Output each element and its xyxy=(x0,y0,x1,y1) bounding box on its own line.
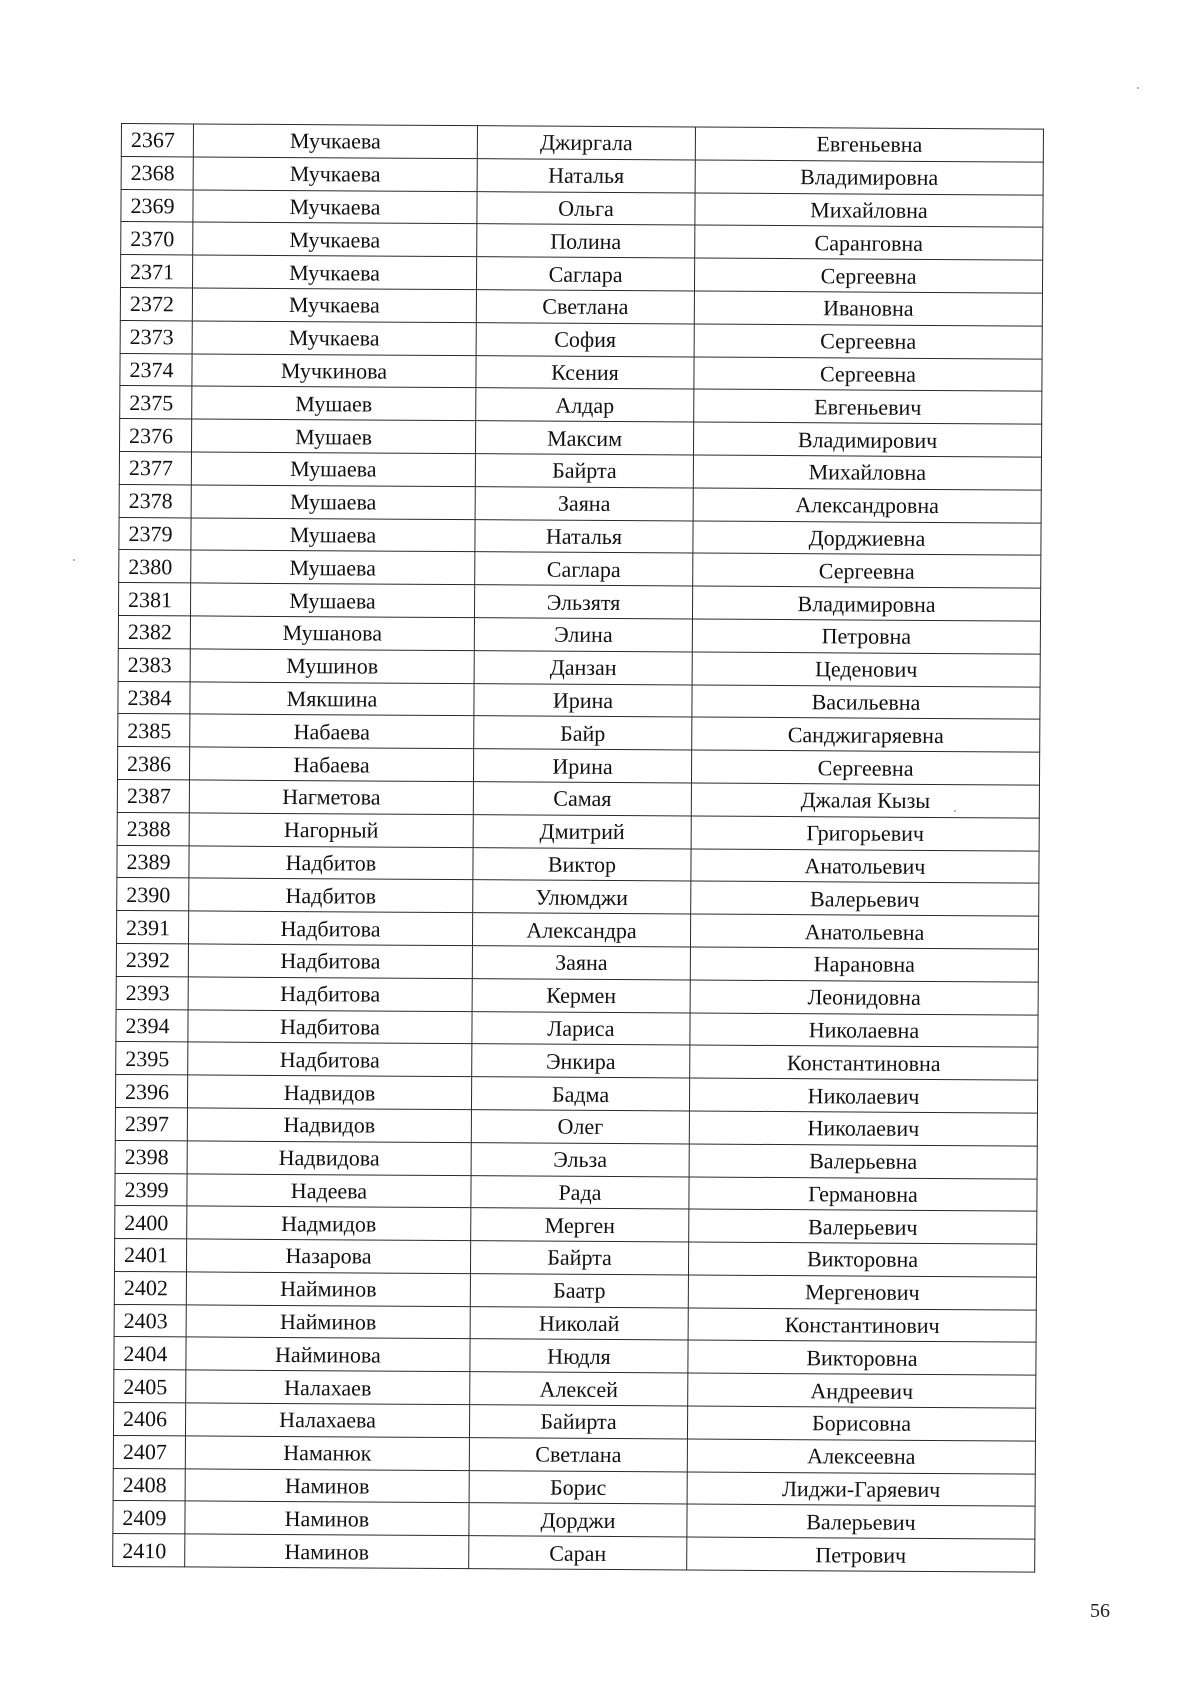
table-row xyxy=(113,1534,1035,1572)
surname-cell: Надбитова xyxy=(188,944,472,979)
patronymic-cell: Михайловна xyxy=(695,193,1043,228)
surname-cell: Надвидов xyxy=(187,1108,471,1143)
num-cell: 2377 xyxy=(119,451,191,484)
num-cell: 2380 xyxy=(119,550,191,583)
surname-cell: Мучкаева xyxy=(193,222,477,257)
name-cell: София xyxy=(476,322,694,356)
num-cell: 2399 xyxy=(115,1173,187,1206)
name-cell: Дорджи xyxy=(469,1503,687,1537)
surname-cell: Наминов xyxy=(185,1501,469,1536)
name-cell: Алексей xyxy=(470,1372,688,1406)
scan-speck xyxy=(954,810,956,812)
patronymic-cell: Владимировна xyxy=(695,160,1043,195)
num-cell: 2392 xyxy=(116,943,188,976)
surname-cell: Мушаева xyxy=(191,452,475,487)
patronymic-cell: Валерьевич xyxy=(691,881,1039,916)
num-cell: 2384 xyxy=(118,681,190,714)
name-cell: Данзан xyxy=(474,650,692,684)
num-cell: 2386 xyxy=(117,747,189,780)
surname-cell: Надбитова xyxy=(188,911,472,946)
surname-cell: Надеева xyxy=(187,1173,471,1208)
surname-cell: Налахаев xyxy=(186,1370,470,1405)
num-cell: 2401 xyxy=(114,1239,186,1272)
surname-cell: Назарова xyxy=(186,1239,470,1274)
page-number: 56 xyxy=(1090,1600,1110,1622)
name-cell: Олег xyxy=(471,1110,689,1144)
patronymic-cell: Петровна xyxy=(692,619,1040,654)
patronymic-cell: Григорьевич xyxy=(691,816,1039,851)
name-cell: Энкира xyxy=(472,1044,690,1078)
name-cell: Александра xyxy=(472,913,690,947)
patronymic-cell: Евгеньевна xyxy=(695,127,1043,162)
num-cell: 2396 xyxy=(115,1075,187,1108)
patronymic-cell: Константинович xyxy=(688,1308,1036,1343)
patronymic-cell: Сергеевна xyxy=(694,258,1042,293)
num-cell: 2388 xyxy=(117,812,189,845)
surname-cell: Набаева xyxy=(189,747,473,782)
name-cell: Ирина xyxy=(473,749,691,783)
num-cell: 2397 xyxy=(115,1107,187,1140)
name-cell: Наталья xyxy=(477,158,695,192)
patronymic-cell: Цеденович xyxy=(692,652,1040,687)
name-cell: Саран xyxy=(469,1536,687,1570)
surname-cell: Мушанова xyxy=(190,616,474,651)
num-cell: 2382 xyxy=(118,615,190,648)
patronymic-cell: Сергеевна xyxy=(693,553,1041,588)
surname-cell: Нагметова xyxy=(189,780,473,815)
patronymic-cell: Сергеевна xyxy=(694,324,1042,359)
name-cell: Рада xyxy=(471,1175,689,1209)
num-cell: 2385 xyxy=(118,714,190,747)
patronymic-cell: Нарановна xyxy=(690,947,1038,982)
patronymic-cell: Леонидовна xyxy=(690,980,1038,1015)
surname-cell: Набаева xyxy=(190,714,474,749)
num-cell: 2400 xyxy=(115,1206,187,1239)
surname-cell: Мякшина xyxy=(190,681,474,716)
name-cell: Ирина xyxy=(474,683,692,717)
surname-cell: Мучкаева xyxy=(192,321,476,356)
num-cell: 2409 xyxy=(113,1501,185,1534)
name-cell: Николай xyxy=(470,1306,688,1340)
surname-cell: Наманюк xyxy=(185,1436,469,1471)
patronymic-cell: Викторовна xyxy=(688,1340,1036,1375)
surname-cell: Надбитова xyxy=(188,1009,472,1044)
surname-cell: Нагорный xyxy=(189,813,473,848)
surname-cell: Мушинов xyxy=(190,649,474,684)
surname-cell: Мушаева xyxy=(191,550,475,585)
name-cell: Дмитрий xyxy=(473,814,691,848)
name-cell: Эльза xyxy=(471,1142,689,1176)
name-cell: Улюмджи xyxy=(473,880,691,914)
surname-cell: Мучкаева xyxy=(193,190,477,225)
patronymic-cell: Владимирович xyxy=(693,422,1041,457)
name-cell: Бадма xyxy=(471,1077,689,1111)
patronymic-cell: Алексеевна xyxy=(687,1439,1035,1474)
patronymic-cell: Валерьевич xyxy=(687,1504,1035,1539)
num-cell: 2383 xyxy=(118,648,190,681)
name-cell: Байр xyxy=(474,716,692,750)
surname-cell: Найминов xyxy=(186,1272,470,1307)
num-cell: 2373 xyxy=(120,320,192,353)
name-cell: Максим xyxy=(475,421,693,455)
patronymic-cell: Николаевна xyxy=(690,1013,1038,1048)
surname-cell: Надбитова xyxy=(188,1042,472,1077)
patronymic-cell: Санджигаряевна xyxy=(692,717,1040,752)
patronymic-cell: Сергеевна xyxy=(691,750,1039,785)
name-cell: Наталья xyxy=(475,519,693,553)
surname-cell: Найминов xyxy=(186,1305,470,1340)
name-cell: Заяна xyxy=(472,946,690,980)
name-cell: Саглара xyxy=(476,257,694,291)
num-cell: 2408 xyxy=(113,1468,185,1501)
num-cell: 2403 xyxy=(114,1304,186,1337)
num-cell: 2374 xyxy=(120,353,192,386)
num-cell: 2375 xyxy=(120,386,192,419)
num-cell: 2370 xyxy=(121,222,193,255)
name-cell: Кермен xyxy=(472,978,690,1012)
name-cell: Джиргала xyxy=(477,126,695,160)
patronymic-cell: Николаевич xyxy=(689,1078,1037,1113)
name-cell: Алдар xyxy=(476,388,694,422)
patronymic-cell: Васильевна xyxy=(692,685,1040,720)
name-cell: Лариса xyxy=(472,1011,690,1045)
patronymic-cell: Мергенович xyxy=(688,1275,1036,1310)
patronymic-cell: Михайловна xyxy=(693,455,1041,490)
name-cell: Байрта xyxy=(475,454,693,488)
num-cell: 2405 xyxy=(114,1370,186,1403)
num-cell: 2395 xyxy=(116,1042,188,1075)
surname-cell: Найминова xyxy=(186,1337,470,1372)
patronymic-cell: Саранговна xyxy=(695,225,1043,260)
num-cell: 2402 xyxy=(114,1271,186,1304)
patronymic-cell: Анатольевич xyxy=(691,849,1039,884)
name-cell: Борис xyxy=(469,1470,687,1504)
num-cell: 2393 xyxy=(116,976,188,1009)
num-cell: 2372 xyxy=(120,287,192,320)
surname-cell: Мушаева xyxy=(191,485,475,520)
name-cell: Ксения xyxy=(476,355,694,389)
surname-cell: Мучкаева xyxy=(192,255,476,290)
patronymic-cell: Ивановна xyxy=(694,291,1042,326)
surname-cell: Мучкаева xyxy=(193,124,477,159)
num-cell: 2407 xyxy=(113,1435,185,1468)
name-cell: Полина xyxy=(477,224,695,258)
patronymic-cell: Николаевич xyxy=(689,1111,1037,1146)
num-cell: 2376 xyxy=(119,419,191,452)
surname-cell: Надбитов xyxy=(189,845,473,880)
surname-cell: Надвидова xyxy=(187,1141,471,1176)
surname-cell: Наминов xyxy=(185,1534,469,1569)
num-cell: 2378 xyxy=(119,484,191,517)
name-cell: Ольга xyxy=(477,191,695,225)
name-cell: Баатр xyxy=(470,1274,688,1308)
num-cell: 2387 xyxy=(117,779,189,812)
name-cell: Эльзятя xyxy=(474,585,692,619)
name-cell: Светлана xyxy=(476,290,694,324)
surname-cell: Мучкаева xyxy=(193,157,477,192)
patronymic-cell: Джалая Кызы xyxy=(691,783,1039,818)
num-cell: 2367 xyxy=(121,124,193,157)
surname-cell: Надбитова xyxy=(188,977,472,1012)
name-cell: Заяна xyxy=(475,486,693,520)
scan-speck xyxy=(1137,87,1139,89)
surname-cell: Мушаева xyxy=(191,517,475,552)
patronymic-cell: Валерьевич xyxy=(689,1209,1037,1244)
patronymic-cell: Владимировна xyxy=(692,586,1040,621)
num-cell: 2369 xyxy=(121,189,193,222)
patronymic-cell: Дорджиевна xyxy=(693,521,1041,556)
surname-cell: Надмидов xyxy=(187,1206,471,1241)
patronymic-cell: Викторовна xyxy=(688,1242,1036,1277)
patronymic-cell: Германовна xyxy=(689,1176,1037,1211)
num-cell: 2398 xyxy=(115,1140,187,1173)
num-cell: 2406 xyxy=(113,1403,185,1436)
patronymic-cell: Петрович xyxy=(687,1537,1035,1572)
name-cell: Саглара xyxy=(475,552,693,586)
surname-cell: Налахаева xyxy=(185,1403,469,1438)
name-cell: Самая xyxy=(473,782,691,816)
name-cell: Виктор xyxy=(473,847,691,881)
name-cell: Байрта xyxy=(470,1241,688,1275)
num-cell: 2389 xyxy=(117,845,189,878)
num-cell: 2410 xyxy=(113,1534,185,1567)
patronymic-cell: Лиджи-Гаряевич xyxy=(687,1472,1035,1507)
names-table xyxy=(112,123,1044,1573)
surname-cell: Наминов xyxy=(185,1469,469,1504)
surname-cell: Надбитов xyxy=(189,878,473,913)
surname-cell: Мучкаева xyxy=(192,288,476,323)
name-cell: Элина xyxy=(474,618,692,652)
name-cell: Светлана xyxy=(469,1438,687,1472)
surname-cell: Мушаева xyxy=(190,583,474,618)
num-cell: 2368 xyxy=(121,156,193,189)
patronymic-cell: Борисовна xyxy=(687,1406,1035,1441)
num-cell: 2371 xyxy=(120,255,192,288)
name-cell: Мерген xyxy=(471,1208,689,1242)
patronymic-cell: Анатольевна xyxy=(690,914,1038,949)
patronymic-cell: Александровна xyxy=(693,488,1041,523)
patronymic-cell: Валерьевна xyxy=(689,1144,1037,1179)
patronymic-cell: Константиновна xyxy=(690,1045,1038,1080)
name-cell: Байирта xyxy=(469,1405,687,1439)
name-cell: Нюдля xyxy=(470,1339,688,1373)
surname-cell: Мушаев xyxy=(192,386,476,421)
surname-cell: Мушаев xyxy=(191,419,475,454)
num-cell: 2381 xyxy=(118,583,190,616)
surname-cell: Мучкинова xyxy=(192,354,476,389)
patronymic-cell: Андреевич xyxy=(688,1373,1036,1408)
num-cell: 2379 xyxy=(119,517,191,550)
scan-speck xyxy=(73,559,75,561)
num-cell: 2394 xyxy=(116,1009,188,1042)
patronymic-cell: Сергеевна xyxy=(694,357,1042,392)
surname-cell: Надвидов xyxy=(187,1075,471,1110)
num-cell: 2391 xyxy=(116,911,188,944)
patronymic-cell: Евгеньевич xyxy=(694,389,1042,424)
num-cell: 2404 xyxy=(114,1337,186,1370)
names-table-body xyxy=(113,124,1044,1573)
num-cell: 2390 xyxy=(117,878,189,911)
